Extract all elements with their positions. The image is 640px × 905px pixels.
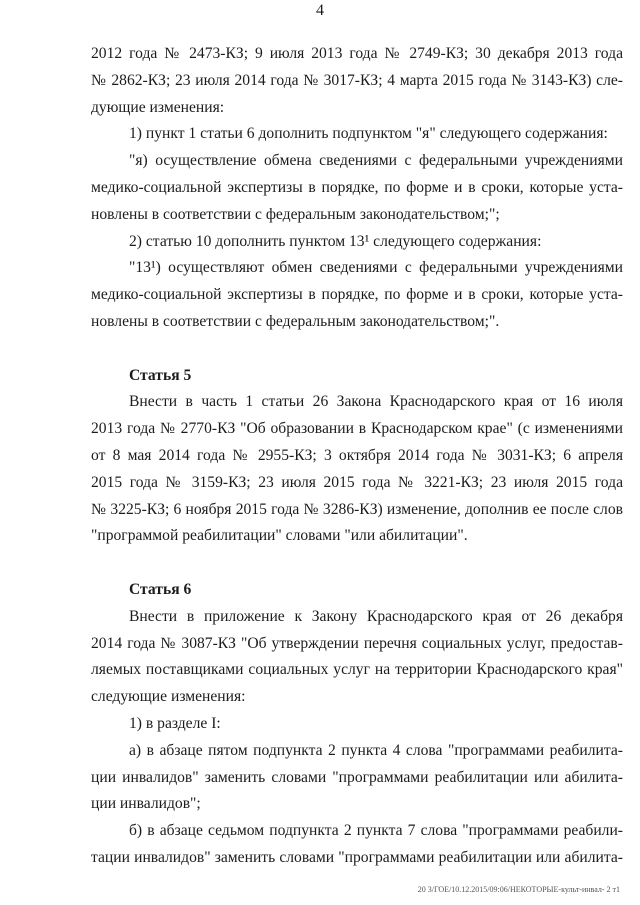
document-footer-code: 20 3/ГОЕ/10.12.2015/09:06/НЕКОТОРЫЕ-культ-инвал- 2 т1: [417, 885, 620, 894]
text-line: 2) статью 10 дополнить пунктом 13¹ следующего содержания:: [129, 232, 542, 250]
text-line: ции инвалидов" заменить словами "программами реабилитации или абилита-: [91, 768, 623, 786]
text-line: от 8 мая 2014 года № 2955-КЗ; 3 октября 2014 года № 3031-КЗ; 6 апреля: [91, 446, 623, 464]
text-line: медико-социальной экспертизы в порядке, по форме и в сроки, которые уста-: [91, 178, 623, 196]
text-line: "программой реабилитации" словами "или абилитации".: [91, 527, 468, 545]
paragraph: [91, 148, 623, 228]
text-line: 1) в разделе I:: [129, 714, 221, 732]
text-line: "13¹) осуществляют обмен сведениями с федеральными учреждениями: [129, 259, 623, 277]
article-heading: Статья 6: [129, 580, 192, 598]
text-line: № 3225-КЗ; 6 ноября 2015 года № 3286-КЗ) изменение, дополнив ее после слов: [91, 500, 623, 518]
text-line: новлены в соответствии с федеральным законодательством;".: [91, 312, 500, 330]
text-line: "я) осуществление обмена сведениями с федеральными учреждениями: [129, 152, 623, 170]
paragraph: [91, 121, 623, 148]
text-line: следующие изменения:: [91, 688, 246, 706]
text-line: а) в абзаце пятом подпункта 2 пункта 4 слова "программами реабилита-: [129, 741, 623, 759]
text-line: ляемых поставщиками социальных услуг на территории Краснодарского края": [91, 661, 623, 679]
paragraph: [91, 711, 623, 738]
page-number: 4: [316, 2, 324, 19]
paragraph: [91, 229, 623, 256]
text-line: б) в абзаце седьмом подпункта 2 пункта 7 слова "программами реабили-: [129, 822, 623, 840]
text-line: № 2862-КЗ; 23 июля 2014 года № 3017-КЗ; 4 марта 2015 года № 3143-КЗ) сле-: [91, 71, 623, 89]
text-line: 1) пункт 1 статьи 6 дополнить подпунктом "я" следующего содержания:: [129, 125, 608, 143]
text-line: дующие изменения:: [91, 98, 225, 116]
section-spacer: [91, 550, 623, 577]
text-line: медико-социальной экспертизы в порядке, по форме и в сроки, которые уста-: [91, 286, 623, 304]
section-spacer: [91, 336, 623, 363]
text-line: 2015 года № 3159-КЗ; 23 июля 2015 года № 3221-КЗ; 23 июля 2015 года: [91, 473, 623, 491]
article-heading: Статья 5: [129, 366, 192, 384]
paragraph: [91, 389, 623, 550]
paragraph: [91, 738, 623, 818]
document-body: [91, 41, 623, 899]
paragraph: [91, 604, 623, 711]
paragraph: [91, 41, 623, 121]
text-line: новлены в соответствии с федеральным законодательством;";: [91, 205, 500, 223]
text-line: 2014 года № 3087-КЗ "Об утверждении перечня социальных услуг, предостав-: [91, 634, 623, 652]
text-line: тации инвалидов" заменить словами "программами реабилитации или абилита-: [91, 848, 623, 866]
paragraph: [91, 255, 623, 335]
text-line: Внести в часть 1 статьи 26 Закона Краснодарского края от 16 июля: [129, 393, 623, 411]
text-line: ции инвалидов";: [91, 795, 201, 813]
text-line: Внести в приложение к Закону Краснодарского края от 26 декабря: [129, 607, 623, 625]
text-line: 2013 года № 2770-КЗ "Об образовании в Краснодарском крае" (с изменениями: [91, 420, 623, 438]
text-line: 2012 года № 2473-КЗ; 9 июля 2013 года № 2749-КЗ; 30 декабря 2013 года: [91, 45, 623, 62]
